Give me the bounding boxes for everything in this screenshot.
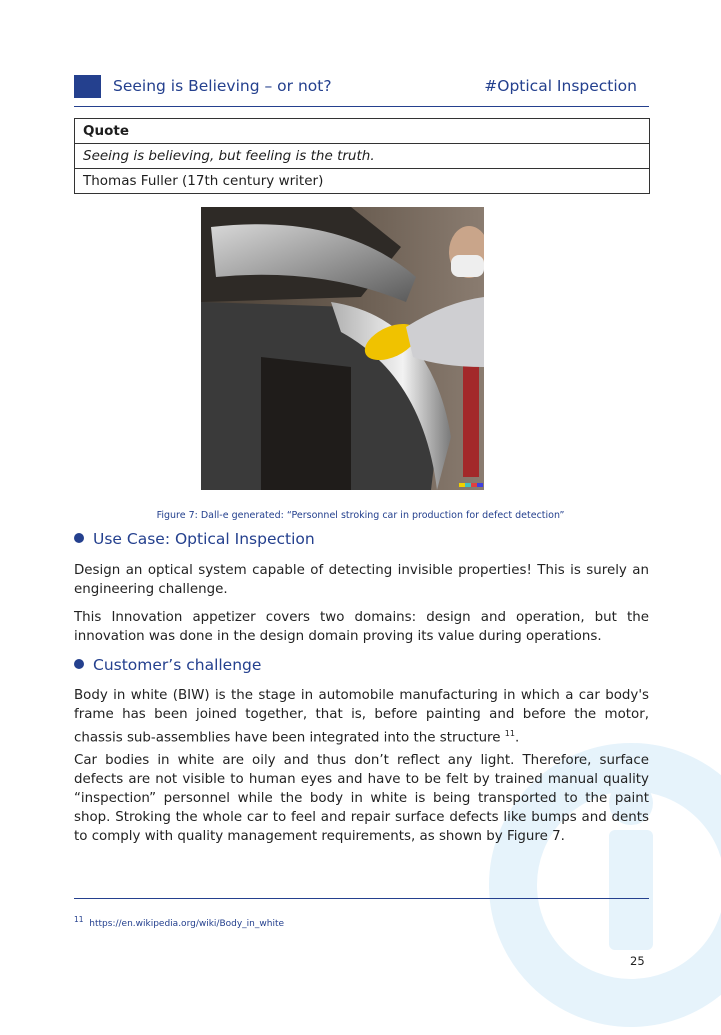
paragraph-text: Body in white (BIW) is the stage in automobile manufacturing in which a car body's frame has been joined together, that is, before painting and before the motor, chassis sub-assemblies have been integrated into the structure — [74, 688, 649, 746]
header-title: Seeing is Believing – or not? — [113, 77, 332, 95]
paragraph: Car bodies in white are oily and thus don’t reflect any light. Therefore, surface defects are not visible to human eyes and have to be felt by trained manual quality “inspection” personnel while the body in white is being transported to the paint shop. Stroking the whole car to feel and repair surface defects like bumps and dents to comply with quality management requirements, as shown by Figure 7. — [74, 753, 649, 844]
page-number: 25 — [630, 954, 645, 968]
bullet-icon — [74, 533, 84, 543]
footnote-divider — [74, 898, 649, 899]
footnote-reference: 11 — [504, 729, 515, 738]
quote-text: Seeing is believing, but feeling is the truth. — [75, 144, 650, 169]
section-heading-customer-challenge — [74, 656, 261, 674]
bullet-icon — [74, 659, 84, 669]
quote-heading: Quote — [75, 119, 650, 144]
footnote-link[interactable]: https://en.wikipedia.org/wiki/Body_in_white — [89, 919, 285, 929]
header-brand-square — [74, 75, 101, 98]
figure-caption: Figure 7: Dall-e generated: “Personnel stroking car in production for defect detection” — [156, 510, 565, 521]
footnote — [74, 915, 284, 929]
paragraph: Body in white (BIW) is the stage in automobile manufacturing in which a car body's frame has been joined together, that is, before painting and before the motor, chassis sub-assemblies have been integrated into the structure $^{11}$. — [74, 688, 649, 746]
header-tag: #Optical Inspection — [484, 77, 637, 95]
quote-author: Thomas Fuller (17th century writer) — [75, 169, 650, 194]
paragraph: This Innovation appetizer covers two domains: design and operation, but the innovation was done in the design domain proving its value during operations. — [74, 610, 649, 644]
section-heading-use-case — [74, 530, 315, 548]
figure-car-inspection-image — [201, 207, 484, 490]
quote-table — [74, 118, 650, 194]
section-title: Use Case: Optical Inspection — [93, 530, 315, 548]
header-divider — [74, 106, 649, 107]
paragraph: Design an optical system capable of detecting invisible properties! This is surely an engineering challenge. — [74, 563, 649, 597]
footnote-marker: 11 — [74, 915, 84, 924]
section-title: Customer’s challenge — [93, 656, 262, 674]
